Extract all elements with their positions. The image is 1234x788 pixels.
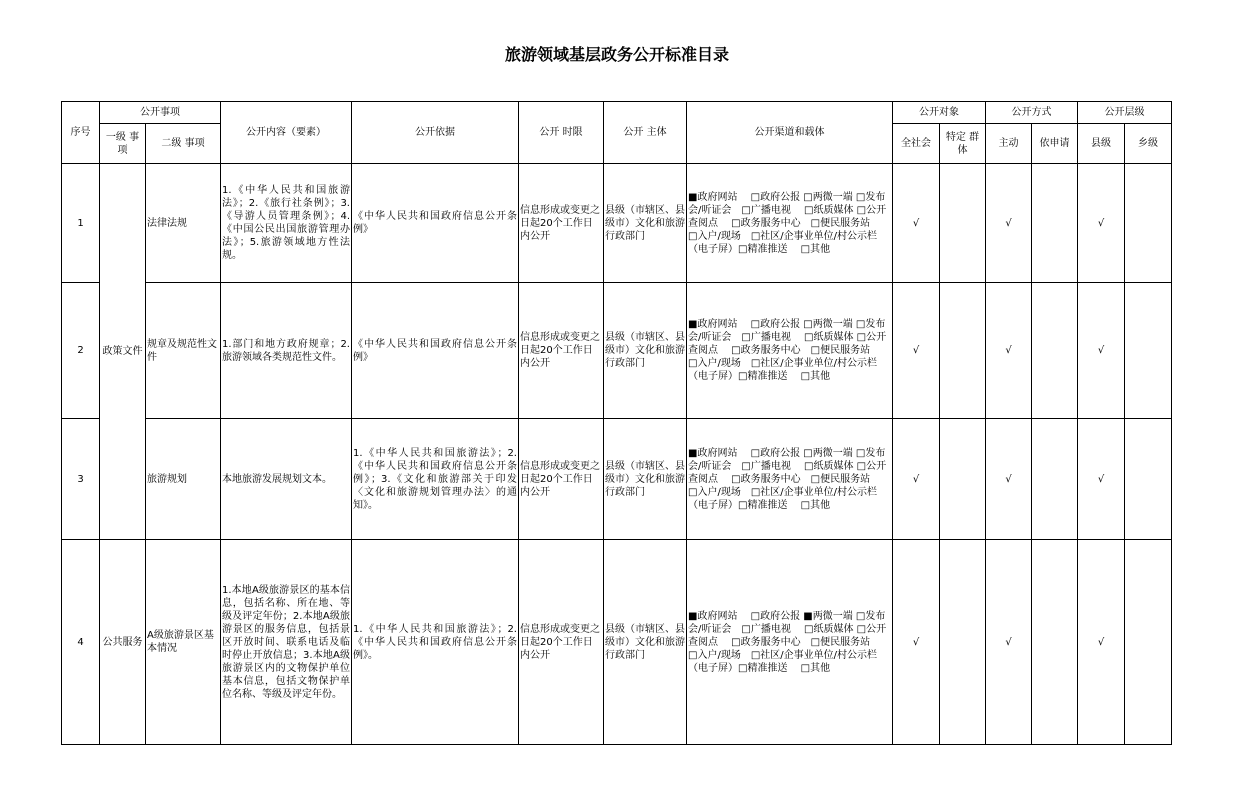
target-all-cell: √ — [893, 540, 940, 745]
header-level2: 二级 事项 — [146, 124, 221, 164]
header-channel: 公开渠道和载体 — [687, 102, 893, 164]
table-row — [62, 164, 1172, 283]
level1-cell: 公共服务 — [100, 540, 146, 745]
header-mode-apply: 依申请 — [1032, 124, 1078, 164]
level-county-cell: √ — [1078, 419, 1125, 540]
subject-cell: 县级（市辖区、县级市）文化和旅游行政部门 — [604, 283, 687, 419]
header-level-county: 县级 — [1078, 124, 1125, 164]
header-level-township: 乡级 — [1125, 124, 1172, 164]
target-all-cell: √ — [893, 419, 940, 540]
header-mode-group: 公开方式 — [986, 102, 1078, 124]
mode-active-cell: √ — [986, 419, 1032, 540]
header-target-all: 全社会 — [893, 124, 940, 164]
header-items-group: 公开事项 — [100, 102, 221, 124]
basis-cell: 《中华人民共和国政府信息公开条例》 — [352, 283, 519, 419]
table-row — [62, 540, 1172, 745]
target-specific-cell — [940, 164, 986, 283]
mode-apply-cell — [1032, 283, 1078, 419]
header-mode-active: 主动 — [986, 124, 1032, 164]
table-row — [62, 283, 1172, 419]
level2-cell: A级旅游景区基本情况 — [146, 540, 221, 745]
level-township-cell — [1125, 419, 1172, 540]
row-seq: 4 — [62, 540, 100, 745]
target-all-cell: √ — [893, 164, 940, 283]
channel-cell: ■政府网站 □政府公报 ■两微一端 □发布会/听证会 □广播电视 □纸质媒体 □公开查阅点 □政务服务中心 □便民服务站 □入户/现场 □社区/企事业单位/村公示栏（电子屏）□精准推送 □其他 — [687, 540, 893, 745]
subject-cell: 县级（市辖区、县级市）文化和旅游行政部门 — [604, 540, 687, 745]
level2-cell: 旅游规划 — [146, 419, 221, 540]
level-county-cell: √ — [1078, 283, 1125, 419]
level-county-cell: √ — [1078, 164, 1125, 283]
target-all-cell: √ — [893, 283, 940, 419]
target-specific-cell — [940, 283, 986, 419]
basis-cell: 1.《中华人民共和国旅游法》；2.《中华人民共和国政府信息公开条例》；3.《文化和旅游部关于印发〈文化和旅游规划管理办法〉的通知》。 — [352, 419, 519, 540]
header-level-group: 公开层级 — [1078, 102, 1172, 124]
basis-cell: 《中华人民共和国政府信息公开条例》 — [352, 164, 519, 283]
document-title: 旅游领域基层政务公开标准目录 — [504, 45, 729, 64]
row-seq: 1 — [62, 164, 100, 283]
basis-cell: 1.《中华人民共和国旅游法》；2.《中华人民共和国政府信息公开条例》。 — [352, 540, 519, 745]
catalog-table — [61, 101, 1172, 745]
level1-cell: 政策文件 — [100, 164, 146, 540]
channel-cell: ■政府网站 □政府公报 □两微一端 □发布会/听证会 □广播电视 □纸质媒体 □公开查阅点 □政务服务中心 □便民服务站 □入户/现场 □社区/企事业单位/村公示栏（电子屏）□精准推送 □其他 — [687, 419, 893, 540]
target-specific-cell — [940, 419, 986, 540]
time-limit-cell: 信息形成或变更之日起20个工作日内公开 — [519, 283, 604, 419]
time-limit-cell: 信息形成或变更之日起20个工作日内公开 — [519, 419, 604, 540]
mode-apply-cell — [1032, 540, 1078, 745]
header-basis: 公开依据 — [352, 102, 519, 164]
content-cell: 1.部门和地方政府规章；2.旅游领域各类规范性文件。 — [221, 283, 352, 419]
mode-active-cell: √ — [986, 540, 1032, 745]
table-row — [62, 419, 1172, 540]
header-content: 公开内容（要素） — [221, 102, 352, 164]
target-specific-cell — [940, 540, 986, 745]
level-township-cell — [1125, 540, 1172, 745]
subject-cell: 县级（市辖区、县级市）文化和旅游行政部门 — [604, 419, 687, 540]
mode-apply-cell — [1032, 164, 1078, 283]
level2-cell: 规章及规范性文件 — [146, 283, 221, 419]
time-limit-cell: 信息形成或变更之日起20个工作日内公开 — [519, 540, 604, 745]
time-limit-cell: 信息形成或变更之日起20个工作日内公开 — [519, 164, 604, 283]
subject-cell: 县级（市辖区、县级市）文化和旅游行政部门 — [604, 164, 687, 283]
level2-cell: 法律法规 — [146, 164, 221, 283]
header-row-1 — [62, 102, 1172, 124]
content-cell: 1.《中华人民共和国旅游法》；2.《旅行社条例》；3.《导游人员管理条例》；4.《中国公民出国旅游管理办法》；5.旅游领域地方性法规。 — [221, 164, 352, 283]
row-seq: 3 — [62, 419, 100, 540]
header-subject: 公开 主体 — [604, 102, 687, 164]
mode-active-cell: √ — [986, 283, 1032, 419]
row-seq: 2 — [62, 283, 100, 419]
header-seq: 序号 — [62, 102, 100, 164]
mode-active-cell: √ — [986, 164, 1032, 283]
header-level1: 一级 事项 — [100, 124, 146, 164]
level-township-cell — [1125, 164, 1172, 283]
header-time-limit: 公开 时限 — [519, 102, 604, 164]
content-cell: 1.本地A级旅游景区的基本信息，包括名称、所在地、等级及评定年份；2.本地A级旅游景区的服务信息，包括景区开放时间、联系电话及临时停止开放信息；3.本地A级旅游景区内的文物保护单位基本信息，包括文物保护单位名称、等级及评定年份。 — [221, 540, 352, 745]
channel-cell: ■政府网站 □政府公报 □两微一端 □发布会/听证会 □广播电视 □纸质媒体 □公开查阅点 □政务服务中心 □便民服务站 □入户/现场 □社区/企事业单位/村公示栏（电子屏）□精准推送 □其他 — [687, 283, 893, 419]
header-target-group: 公开对象 — [893, 102, 986, 124]
level-township-cell — [1125, 283, 1172, 419]
header-target-specific: 特定 群体 — [940, 124, 986, 164]
mode-apply-cell — [1032, 419, 1078, 540]
channel-cell: ■政府网站 □政府公报 □两微一端 □发布会/听证会 □广播电视 □纸质媒体 □公开查阅点 □政务服务中心 □便民服务站 □入户/现场 □社区/企事业单位/村公示栏（电子屏）□精准推送 □其他 — [687, 164, 893, 283]
content-cell: 本地旅游发展规划文本。 — [221, 419, 352, 540]
level-county-cell: √ — [1078, 540, 1125, 745]
